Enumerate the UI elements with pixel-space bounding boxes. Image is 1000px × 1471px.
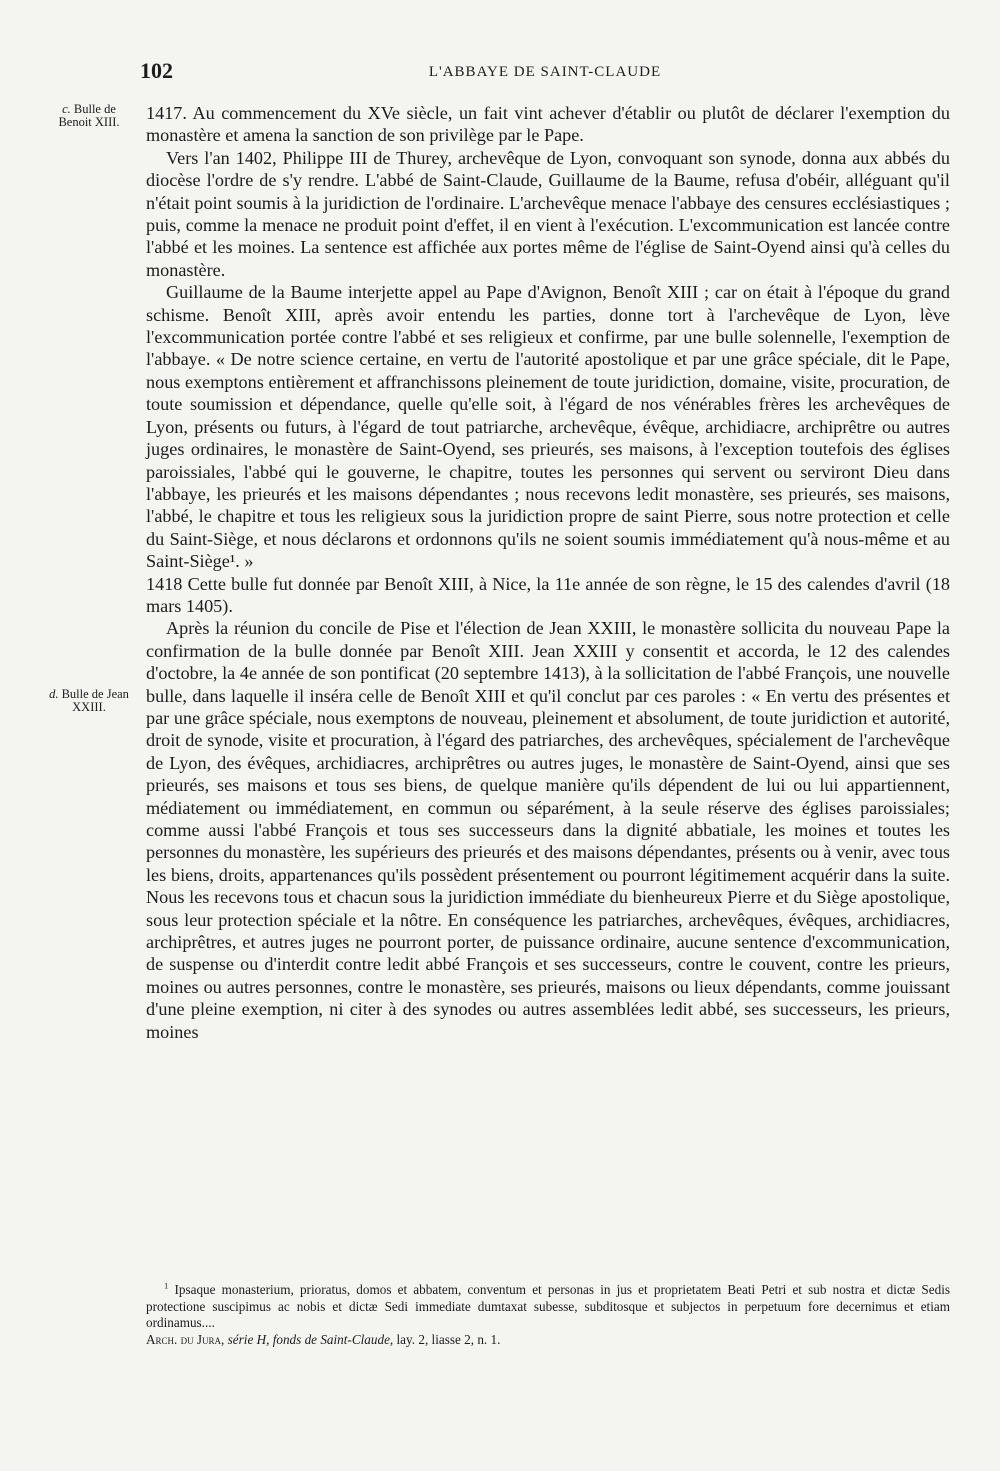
paragraph <box>146 573 950 618</box>
footnote-marker: 1 <box>164 1280 169 1291</box>
paragraph-text: Cette bulle fut donnée par Benoît XIII, à Nice, la 11e année de son règne, le 15 des calendes d'avril (18 mars 1405). <box>146 573 951 616</box>
paragraph-text: Guillaume de la Baume interjette appel au Pape d'Avignon, Benoît XIII ; car on était à l'époque du grand schisme. Benoît XIII, après avoir entendu les parties, donne tort à l'archevêque de Lyon, lève l'excommunication portée contre l'abbé et ses religieux et confirme, par une bulle solennelle, l'exemption de l'abbaye. « De notre science certaine, en vertu de l'autorité apostolique et par une grâce spéciale, dit le Pape, nous exemptons entièrement et affranchissons pleinement de toute juridiction, domaine, visite, procuration, de toute soumission et dépendance, quelle qu'elle soit, à l'égard de nos vénérables frères les archevêques de Lyon, présents ou futurs, à l'égard de tout patriarche, archevêque, évêque, archidiacre, archiprêtre ou autres juges ordinaires, le monastère de Saint-Oyend, ses prieurés, ses maisons, à l'exception toutefois des églises paroissiales, l'abbé qui le gouverne, le chapitre, toutes les personnes qui servent ou serviront Dieu dans l'abbaye, les prieurés et les maisons dépendantes ; nous recevons ledit monastère, ses prieurés, ses maisons, l'abbé, le chapitre et tous les religieux sous la juridiction propre de saint Pierre, sous notre protection et celle du Saint-Siège, et nous déclarons et ordonnons qu'ils ne soient soumis immédiatement qu'à nous-même et au Saint-Siège¹. » <box>146 282 950 572</box>
paragraph <box>146 147 950 281</box>
paragraph-text: Après la réunion du concile de Pise et l'élection de Jean XXIII, le monastère sollicita du nouveau Pape la confirmation de la bulle donnée par Benoît XIII. Jean XXIII y consentit et accorda, le 12 des calendes d'octobre, la 4e année de son pontificat (20 septembre 1413), à la sollicitation de l'abbé François, une nouvelle bulle, dans laquelle il inséra celle de Benoît XIII et qu'il conclut par ces paroles : « En vertu des présentes et par une grâce spéciale, nous exemptons de nouveau, pleinement et absolument, de toute juridiction et autorité, droit de synode, visite et procuration, à l'égard des patriarches, des archevêques, spécialement de l'archevêque de Lyon, des évêques, archidiacres, archiprêtres ou autres juges, le monastère de Saint-Oyend, ainsi que ses prieurés, ses maisons et tous ses biens, de quelque manière qu'ils dépendent de lui ou lui appartiennent, médiatement ou immédiatement, en commun ou séparément, à la seule réserve des églises paroissiales; comme aussi l'abbé François et tous ses successeurs dans la dignité abbatiale, les moines et toutes les personnes du monastère, les supérieurs des prieurés et des maisons dépendantes, présents ou à venir, avec tous les biens, droits, appartenances qu'ils possèdent présentement ou pourront légitimement acquérir dans la suite. Nous les recevons tous et chacun sous la juridiction immédiate du bienheureux Pierre et du Siège apostolique, sous leur protection spéciale et la nôtre. En conséquence les patriarches, archevêques, évêques, archidiacres, archiprêtres, et autres juges ne pourront porter, de puissance ordinaire, aucune sentence d'excommunication, de suspense ou d'interdit contre ledit abbé François et ses successeurs, contre le couvent, contre les prieurs, moines ou autres personnes, contre le monastère, ses prieurés, maisons ou lieux dépendants, comme jouissant d'une pleine exemption, ni citer à des synodes ou autres assemblées ledit abbé, ses successeurs, les prieurs, moines <box>146 618 950 1042</box>
footnote <box>146 1282 950 1348</box>
paragraph <box>146 281 950 572</box>
year-marker: 1418 <box>146 573 183 594</box>
archive-label: Arch. du Jura, <box>146 1331 225 1347</box>
running-head: L'ABBAYE DE SAINT-CLAUDE <box>428 64 662 80</box>
marginal-letter: c. <box>62 102 71 116</box>
paragraph <box>146 102 950 147</box>
paragraph-text: Au commencement du XVe siècle, un fait vint achever d'établir ou plutôt de déclarer l'exemption du monastère et amena la sanction de son privilège par le Pape. <box>146 103 950 146</box>
marginal-text: Bulle de Jean XXIII. <box>61 687 129 714</box>
marginal-note-bulle-jean <box>44 688 134 714</box>
marginal-text: Bulle de Benoit XIII. <box>58 102 120 129</box>
archive-ref: lay. 2, liasse 2, n. 1. <box>396 1331 501 1347</box>
marginal-letter: d. <box>49 687 59 701</box>
year-marker: 1417. <box>146 103 187 123</box>
footnote-latin: Ipsaque monasterium, prioratus, domos et abbatem, conventum et personas in jus et proprietatem Beati Petri et sub nostra et dictæ Sedis protectione suscipimus ac nobis et dictæ Sedi immediate dumtaxat subesse, subditosque et subjectos in perpetuum fore decernimus et etiam ordinamus.... <box>146 1282 950 1330</box>
marginal-note-bulle-benoit <box>44 103 134 129</box>
paragraph-text: Vers l'an 1402, Philippe III de Thurey, archevêque de Lyon, convoquant son synode, donna aux abbés du diocèse l'ordre de s'y rendre. L'abbé de Saint-Claude, Guillaume de la Baume, refusa d'obéir, alléguant qu'il n'était point soumis à la juridiction de l'ordinaire. L'archevêque menace l'abbaye des censures ecclésiastiques ; puis, comme la menace ne produit point d'effet, il en vient à l'exécution. L'excommunication est lancée contre l'abbé et les moines. La sentence est affichée aux portes même de l'église de Saint-Oyend ainsi qu'à celles du monastère. <box>146 147 950 280</box>
page-number: 102 <box>140 58 173 83</box>
main-text <box>146 102 950 1043</box>
archive-series: série H, fonds de Saint-Claude, <box>227 1331 394 1347</box>
page-header <box>140 58 950 88</box>
footnotes <box>146 1282 950 1348</box>
paragraph <box>146 617 950 1043</box>
